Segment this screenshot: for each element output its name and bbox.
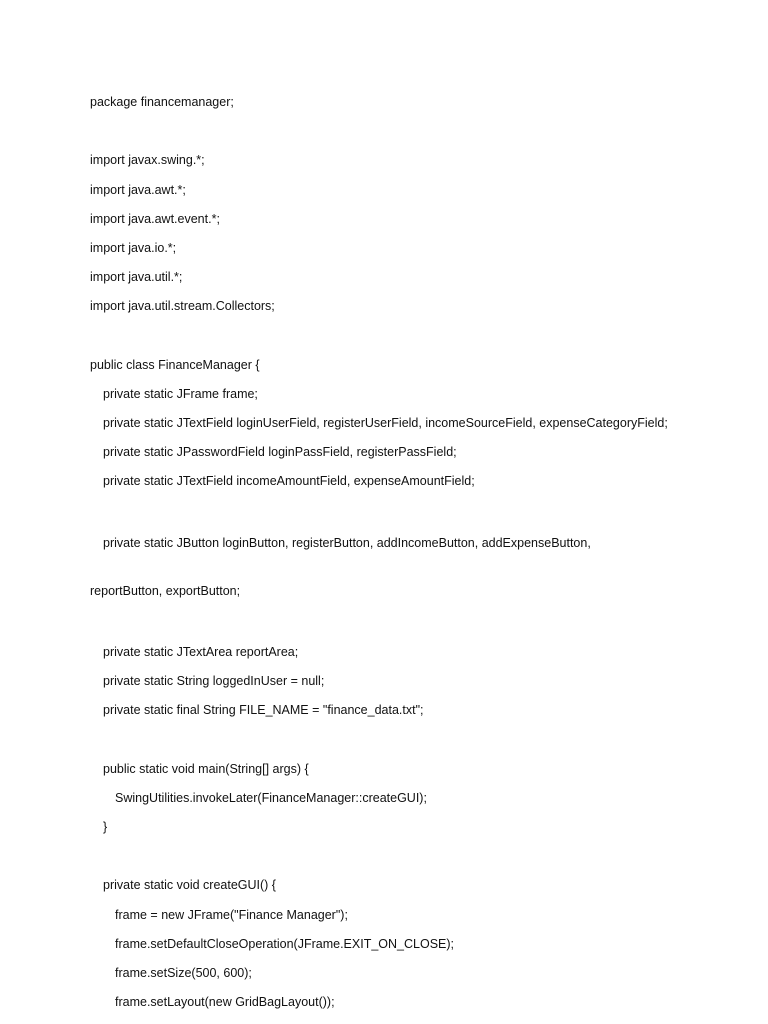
- field-declaration-line: private static JTextField loginUserField, registerUserField, incomeSourceField, expenseCategoryField;: [103, 416, 668, 431]
- field-declaration-line: private static JFrame frame;: [103, 386, 258, 401]
- code-text-block: [90, 94, 690, 1023]
- statement-line: frame.setLayout(new GridBagLayout());: [115, 995, 335, 1010]
- import-line: import java.io.*;: [90, 240, 177, 255]
- class-declaration-line: public class FinanceManager {: [90, 357, 260, 372]
- statement-line: frame = new JFrame("Finance Manager");: [115, 907, 348, 922]
- field-declaration-line: private static final String FILE_NAME = "finance_data.txt";: [103, 703, 424, 718]
- field-declaration-line: private static JPasswordField loginPassField, registerPassField;: [103, 445, 457, 460]
- blank-line: [90, 731, 690, 747]
- statement-line: SwingUtilities.invokeLater(FinanceManager::createGUI);: [115, 790, 427, 805]
- blank-line: [90, 123, 690, 139]
- method-declaration-line: public static void main(String[] args) {: [103, 761, 309, 776]
- package-line: package financemanager;: [90, 95, 234, 109]
- blank-line: [90, 328, 690, 344]
- statement-line: frame.setSize(500, 600);: [115, 965, 252, 980]
- import-line: import java.util.stream.Collectors;: [90, 299, 275, 314]
- closing-brace-line: }: [103, 819, 108, 834]
- import-line: import javax.swing.*;: [90, 153, 205, 168]
- blank-line: [90, 848, 690, 864]
- method-declaration-line: private static void createGUI() {: [103, 878, 276, 893]
- field-declaration-line: private static JTextField incomeAmountField, expenseAmountField;: [103, 474, 475, 489]
- field-declaration-line: private static JButton loginButton, registerButton, addIncomeButton, addExpenseButton,: [103, 535, 591, 550]
- import-line: import java.awt.*;: [90, 182, 186, 197]
- import-line: import java.util.*;: [90, 270, 183, 285]
- field-declaration-continuation: reportButton, exportButton;: [90, 583, 241, 598]
- statement-line: frame.setDefaultCloseOperation(JFrame.EXIT_ON_CLOSE);: [115, 936, 455, 951]
- field-declaration-line: private static String loggedInUser = null;: [103, 674, 325, 688]
- field-declaration-line: private static JTextArea reportArea;: [103, 644, 299, 659]
- field-declaration-wrapped-line: [90, 503, 690, 631]
- import-line: import java.awt.event.*;: [90, 211, 220, 226]
